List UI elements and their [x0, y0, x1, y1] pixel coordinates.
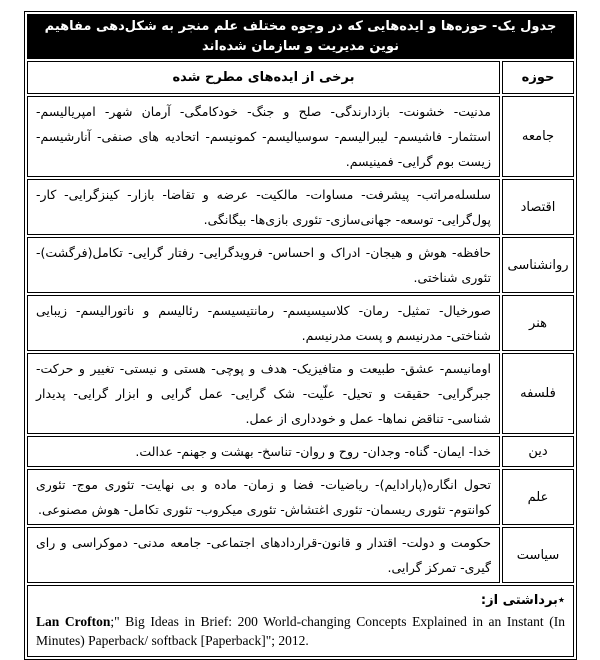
ideas-cell: سلسله‌مراتب- پیشرفت- مساوات- مالکیت- عرضه و تقاضا- بازار- کینزگرایی- کار- پول‌گرایی- توسعه- جهانی‌سازی- تئوری بازی‌ها- بیگانگی. [27, 179, 500, 235]
domain-cell: اقتصاد [502, 179, 574, 235]
ideas-domains-table [24, 11, 577, 660]
table-row [27, 295, 574, 351]
domain-cell: هنر [502, 295, 574, 351]
ideas-cell: اومانیسم- عشق- طبیعت و متافیزیک- هدف و پوچی- هستی و نیستی- تغییر و حرکت- جبرگرایی- حقیقت و تحیل- علّیت- شک گرایی- عمل گرایی و ابزار گرایی- پدیدار شناسی- تناقض نماها- عمل و خودداری از عمل. [27, 353, 500, 434]
table-row [27, 436, 574, 467]
ideas-cell: حافظه- هوش و هیجان- ادراک و احساس- فرویدگرایی- رفتار گرایی- تکامل(فرگشت)- تئوری شناختی. [27, 237, 500, 293]
ideas-cell: حکومت و دولت- اقتدار و قانون-قراردادهای اجتماعی- جامعه مدنی- دموکراسی و رای گیری- تمرکز گرایی. [27, 527, 500, 583]
domain-cell: فلسفه [502, 353, 574, 434]
domain-cell: سیاست [502, 527, 574, 583]
table-row [27, 237, 574, 293]
ideas-cell: خدا- ایمان- گناه- وجدان- روح و روان- تناسخ- بهشت و جهنم- عدالت. [27, 436, 500, 467]
table-title-row [27, 14, 574, 59]
domain-cell: جامعه [502, 96, 574, 177]
table-title: جدول یک- حوزه‌ها و ایده‌هایی که در وجوه مختلف علم منجر به شکل‌دهی مفاهیم نوین مدیریت و سازمان شده‌اند [27, 14, 574, 59]
footer-cell [27, 585, 574, 657]
domain-cell: دین [502, 436, 574, 467]
domain-cell: علم [502, 469, 574, 525]
table-header-row [27, 61, 574, 94]
table-row [27, 469, 574, 525]
table-row [27, 179, 574, 235]
ideas-cell: مدنیت- خشونت- بازدارندگی- صلح و جنگ- خودکامگی- آرمان شهر- امپریالیسم- استثمار- فاشیسم- لیبرالیسم- سوسیالیسم- کمونیسم- اتحادیه های صنفی- آنارشیسم- زیست بوم گرایی- فمینیسم. [27, 96, 500, 177]
table-row [27, 96, 574, 177]
footer-citation [36, 612, 565, 650]
header-ideas: برخی از ایده‌های مطرح شده [27, 61, 500, 94]
table-footer-row [27, 585, 574, 657]
footer-note-label: ٭برداشتی از: [480, 593, 565, 608]
table-row [27, 527, 574, 583]
citation-author: Lan Crofton [36, 614, 111, 629]
domain-cell: روانشناسی [502, 237, 574, 293]
ideas-cell: صورخیال- تمثیل- رمان- کلاسیسیسم- رمانتیسیسم- رئالیسم و ناتورالیسم- زیبایی شناختی- مدرنیسم و پست مدرنیسم. [27, 295, 500, 351]
header-domain: حوزه [502, 61, 574, 94]
ideas-cell: تحول انگاره(پارادایم)- ریاضیات- فضا و زمان- ماده و بی نهایت- تئوری موج- تئوری کوانتوم- تئوری ریسمان- تئوری اغتشاش- تئوری میکروب- تئوری تکامل- هوش مصنوعی. [27, 469, 500, 525]
citation-text: ;" Big Ideas in Brief: 200 World-changing Concepts Explained in an Instant (In Minutes) Paperback/ softback [Paperback]"; 2012. [36, 614, 565, 648]
table-row [27, 353, 574, 434]
table-body [27, 96, 574, 583]
